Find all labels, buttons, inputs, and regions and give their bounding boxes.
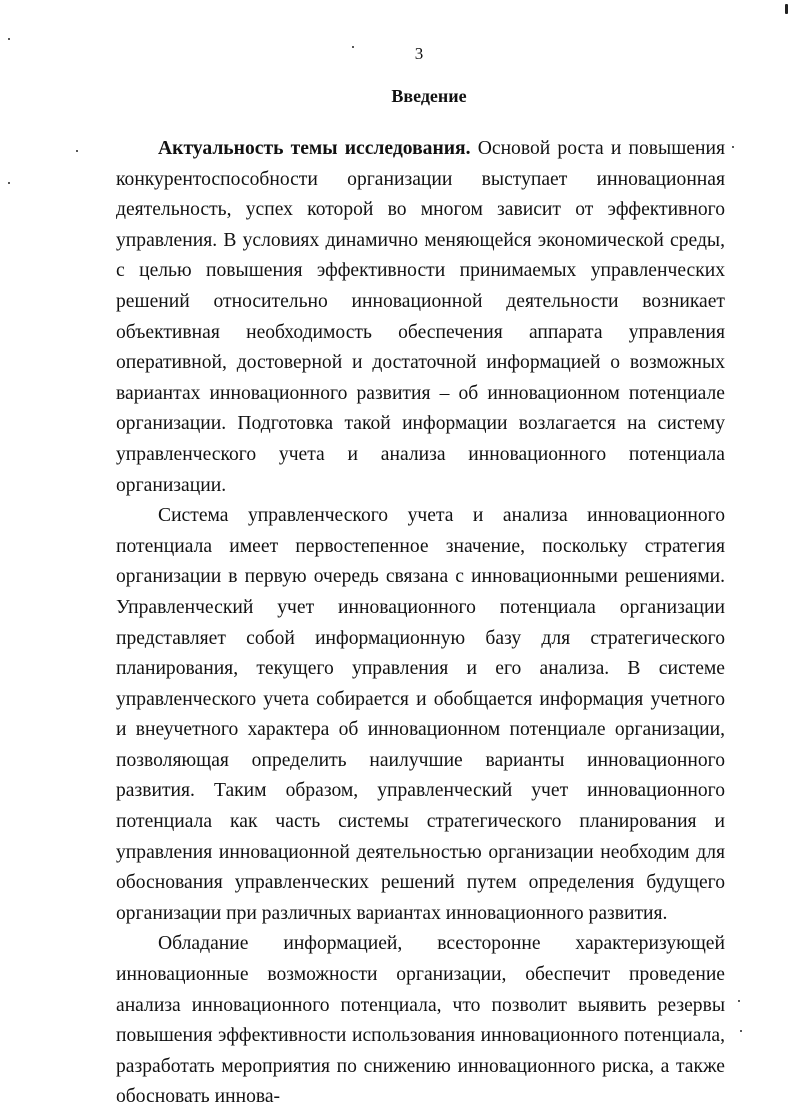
scan-speck xyxy=(352,46,354,48)
scan-speck xyxy=(732,146,734,148)
scan-speck xyxy=(738,1000,740,1002)
paragraph-1-text: Основой роста и повышения конкурентоспособности организации выступает инновационная деятельность, успех которой во многом зависит от эффективного управления. В условиях динамично меняющейся экономической среды, с целью повышения эффективности принимаемых управленческих решений относительно инновационной деятельности возникает объективная необходимость обеспечения аппарата управления оперативной, достоверной и достаточной информацией о возможных вариантах инновационного развития – об инновационном потенциале организации. Подготовка такой информации возлагается на систему управленческого учета и анализа инновационного потенциала организации. xyxy=(116,138,725,496)
paragraph-3: Обладание информацией, всесторонне характеризующей инновационные возможности организации, обеспечит проведение анализа инновационного потенциала, что позволит выявить резервы повышения эффективности использования инновационного потенциала, разработать мероприятия по снижению инновационного риска, а также обосновать иннова- xyxy=(116,933,725,1108)
scan-speck xyxy=(785,4,788,14)
scan-speck xyxy=(8,38,10,40)
paragraph-1 xyxy=(116,134,725,501)
scan-speck xyxy=(76,150,78,152)
section-heading: Введение xyxy=(391,86,467,106)
page-number: 3 xyxy=(414,44,424,63)
scan-speck xyxy=(740,1030,742,1032)
body-text xyxy=(116,134,725,1113)
scan-speck xyxy=(8,182,10,184)
paragraph-2: Система управленческого учета и анализа инновационного потенциала имеет первостепенное значение, поскольку стратегия организации в первую очередь связана с инновационными решениями. Управленческий учет инновационного потенциала организации представляет собой информационную базу для стратегического планирования, текущего управления и его анализа. В системе управленческого учета собирается и обобщается информация учетного и внеучетного характера об инновационном потенциале организации, позволяющая определить наилучшие варианты инновационного развития. Таким образом, управленческий учет инновационного потенциала как часть системы стратегического планирования и управления инновационной деятельностью организации необходим для обоснования управленческих решений путем определения будущего организации при различных вариантах инновационного развития. xyxy=(116,505,725,924)
paragraph-1-lead: Актуальность темы исследования. xyxy=(158,138,471,159)
